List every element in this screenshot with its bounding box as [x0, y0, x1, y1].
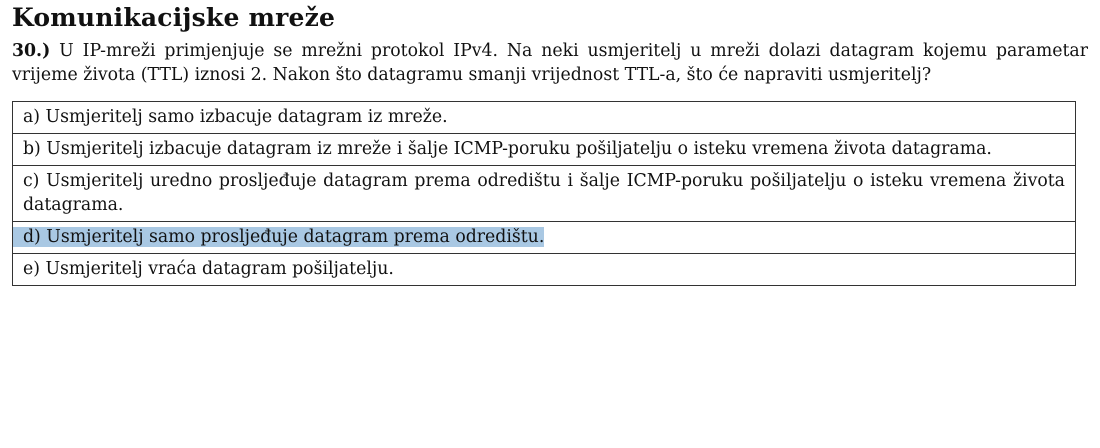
answer-text: b) Usmjeritelj izbacuje datagram iz mreže i šalje ICMP-poruku pošiljatelju o isteku vremena života datagrama. [23, 139, 992, 159]
answer-text: e) Usmjeritelj vraća datagram pošiljatelju. [23, 259, 394, 279]
question [12, 39, 1088, 87]
answer-option-b[interactable] [13, 133, 1075, 165]
answer-option-d[interactable] [13, 221, 1075, 253]
answer-option-a[interactable] [13, 102, 1075, 133]
answer-option-e[interactable] [13, 253, 1075, 285]
question-number: 30.) [12, 41, 51, 61]
question-text: U IP-mreži primjenjuje se mrežni protokol IPv4. Na neki usmjeritelj u mreži dolazi datagram kojemu parametar vrijeme života (TTL) iznosi 2. Nakon što datagramu smanji vrijednost TTL-a, što će napraviti usmjeritelj? [12, 41, 1088, 85]
answer-text: a) Usmjeritelj samo izbacuje datagram iz mreže. [23, 107, 448, 127]
section-title: Komunikacijske mreže [12, 3, 336, 32]
answer-table [12, 101, 1076, 286]
answer-option-c[interactable] [13, 165, 1075, 221]
answer-text-highlighted: d) Usmjeritelj samo prosljeđuje datagram prema odredištu. [13, 227, 544, 247]
answer-text: c) Usmjeritelj uredno prosljeđuje datagram prema odredištu i šalje ICMP-poruku pošiljatelju o isteku vremena života datagrama. [23, 171, 1065, 215]
